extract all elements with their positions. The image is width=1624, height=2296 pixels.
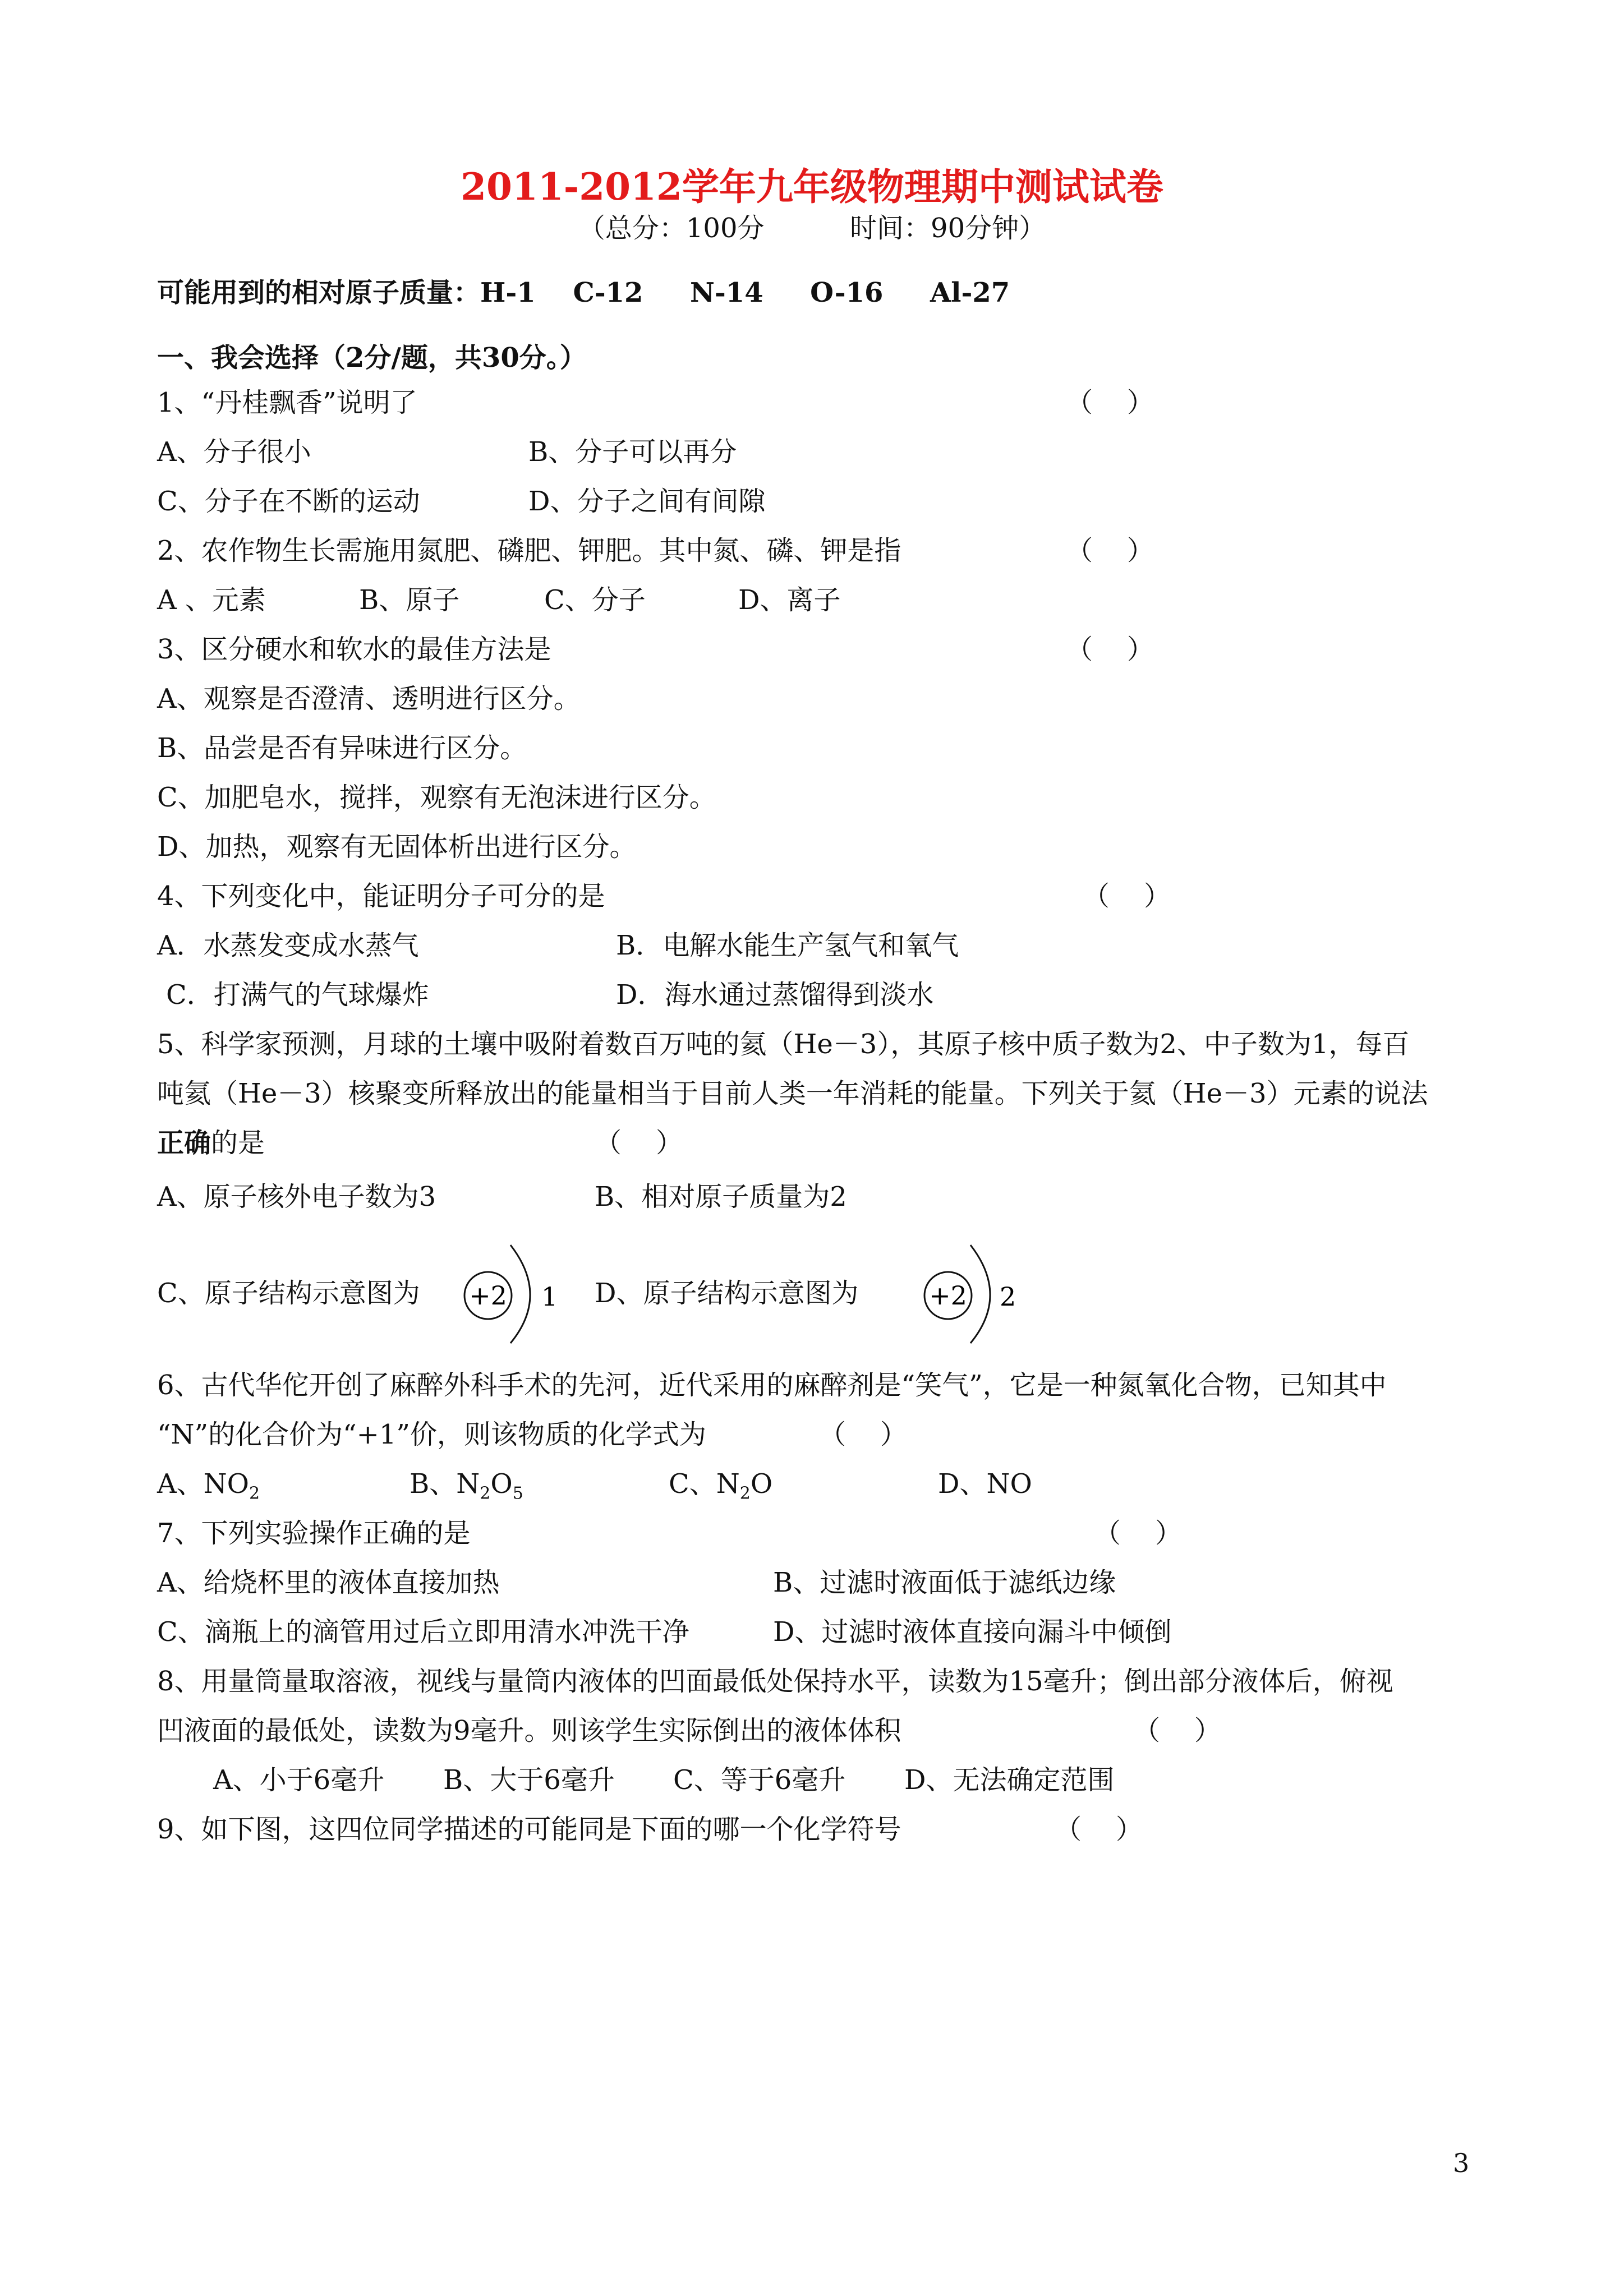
exam-subtitle: （总分：100分 时间：90分钟）: [578, 213, 1046, 244]
q6-answer-paren: （ ）: [819, 1419, 908, 1450]
q7-stem: 7、下列实验操作正确的是: [157, 1518, 471, 1549]
shell-electron-count: 1: [541, 1281, 558, 1312]
subscript: 2: [480, 1483, 491, 1504]
nucleus-charge: +2: [469, 1280, 507, 1311]
q8-stem-line1: 8、用量筒量取溶液，视线与量筒内液体的凹面最低处保持水平，读数为15毫升；倒出部分液体后，俯视: [157, 1666, 1393, 1697]
q5-stem-line2: 吨氦（He－3）核聚变所释放出的能量相当于目前人类一年消耗的能量。下列关于氦（He－3）元素的说法: [157, 1078, 1428, 1109]
q5-option-c: C、原子结构示意图为: [157, 1278, 420, 1309]
nucleus-charge: +2: [929, 1280, 967, 1311]
q5-atom-diagram-d: [914, 1234, 1038, 1346]
q2-answer-paren: （ ）: [1066, 535, 1154, 566]
q8-stem-line2: 凹液面的最低处，读数为9毫升。则该学生实际倒出的液体体积: [157, 1715, 901, 1746]
formula-text: B、N: [410, 1468, 480, 1500]
q8-answer-paren: （ ）: [1133, 1715, 1222, 1746]
formula-text: A、NO: [157, 1468, 250, 1500]
q3-option-b: B、品尝是否有异味进行区分。: [157, 732, 527, 764]
q8-option-c: C、等于6毫升: [673, 1764, 846, 1796]
q3-option-d: D、加热，观察有无固体析出进行区分。: [157, 831, 637, 863]
q5-answer-paren: （ ）: [595, 1127, 683, 1159]
q2-option-d: D、离子: [738, 584, 841, 616]
q4-option-c: C．打满气的气球爆炸: [166, 979, 429, 1011]
electron-shell-arc: [970, 1245, 990, 1343]
subscript: 2: [739, 1483, 751, 1504]
q4-option-d: D．海水通过蒸馏得到淡水: [616, 979, 934, 1011]
exam-title: 2011-2012学年九年级物理期中测试试卷: [461, 165, 1163, 209]
q2-option-a: A 、元素: [157, 584, 266, 616]
q7-option-b: B、过滤时液面低于滤纸边缘: [773, 1567, 1116, 1598]
q7-option-a: A、给烧杯里的液体直接加热: [157, 1567, 500, 1598]
q1-stem: 1、“丹桂飘香”说明了: [157, 387, 417, 418]
atomic-masses-line: 可能用到的相对原子质量：H-1 C-12 N-14 O-16 Al-27: [157, 277, 1010, 308]
q3-option-c: C、加肥皂水，搅拌，观察有无泡沫进行区分。: [157, 782, 716, 813]
q8-option-a: A、小于6毫升: [213, 1764, 385, 1796]
shell-electron-count: 2: [1000, 1281, 1016, 1312]
subscript: 5: [512, 1483, 523, 1504]
q8-option-d: D、无法确定范围: [904, 1764, 1115, 1796]
q6-stem-line1: 6、古代华佗开创了麻醉外科手术的先河，近代采用的麻醉剂是“笑气”，它是一种氮氧化合物，已知其中: [157, 1370, 1387, 1401]
q2-option-c: C、分子: [544, 584, 646, 616]
q3-stem: 3、区分硬水和软水的最佳方法是: [157, 634, 551, 665]
q9-answer-paren: （ ）: [1055, 1814, 1143, 1845]
q7-answer-paren: （ ）: [1094, 1518, 1183, 1549]
section-heading: 一、我会选择（2分/题，共30分。）: [157, 342, 587, 374]
q2-stem: 2、农作物生长需施用氮肥、磷肥、钾肥。其中氮、磷、钾是指: [157, 535, 901, 566]
q1-answer-paren: （ ）: [1066, 387, 1154, 418]
q4-answer-paren: （ ）: [1083, 880, 1171, 912]
q5-option-a: A、原子核外电子数为3: [157, 1181, 436, 1212]
q3-answer-paren: （ ）: [1066, 634, 1154, 665]
electron-shell-arc: [510, 1245, 530, 1343]
q1-option-a: A、分子很小: [157, 436, 311, 468]
q7-option-c: C、滴瓶上的滴管用过后立即用清水冲洗干净: [157, 1616, 689, 1648]
q1-option-c: C、分子在不断的运动: [157, 486, 420, 517]
q6-stem-line2: “N”的化合价为“+1”价，则该物质的化学式为: [157, 1419, 706, 1450]
q4-stem: 4、下列变化中，能证明分子可分的是: [157, 880, 605, 912]
q9-stem: 9、如下图，这四位同学描述的可能同是下面的哪一个化学符号: [157, 1814, 901, 1845]
q7-option-d: D、过滤时液体直接向漏斗中倾倒: [773, 1616, 1172, 1648]
q4-option-a: A．水蒸发变成水蒸气: [157, 930, 419, 961]
formula-text: O: [750, 1468, 773, 1500]
q6-option-b: [410, 1467, 523, 1511]
q4-option-b: B．电解水能生产氢气和氧气: [616, 930, 959, 961]
formula-text: O: [490, 1468, 513, 1500]
q8-option-b: B、大于6毫升: [443, 1764, 615, 1796]
q3-option-a: A、观察是否澄清、透明进行区分。: [157, 683, 581, 714]
q5-stem-tail: 的是: [211, 1127, 265, 1159]
q5-option-b: B、相对原子质量为2: [595, 1181, 847, 1212]
q6-option-c: [669, 1467, 772, 1511]
q5-atom-diagram-c: [454, 1234, 578, 1346]
page-number: 3: [1453, 2148, 1470, 2178]
q1-option-d: D、分子之间有间隙: [528, 486, 766, 517]
q5-option-d: D、原子结构示意图为: [595, 1278, 859, 1309]
q5-stem-line3: [157, 1126, 265, 1160]
q5-stem-line1: 5、科学家预测，月球的土壤中吸附着数百万吨的氦（He－3），其原子核中质子数为2、中子数为1，每百: [157, 1029, 1410, 1060]
q6-option-d: D、NO: [938, 1468, 1032, 1500]
q2-option-b: B、原子: [359, 584, 460, 616]
q1-option-b: B、分子可以再分: [528, 436, 737, 468]
q6-option-a: [157, 1467, 260, 1511]
subscript: 2: [249, 1483, 260, 1504]
q5-emphasis-correct: 正确: [157, 1127, 211, 1159]
formula-text: C、N: [669, 1468, 740, 1500]
